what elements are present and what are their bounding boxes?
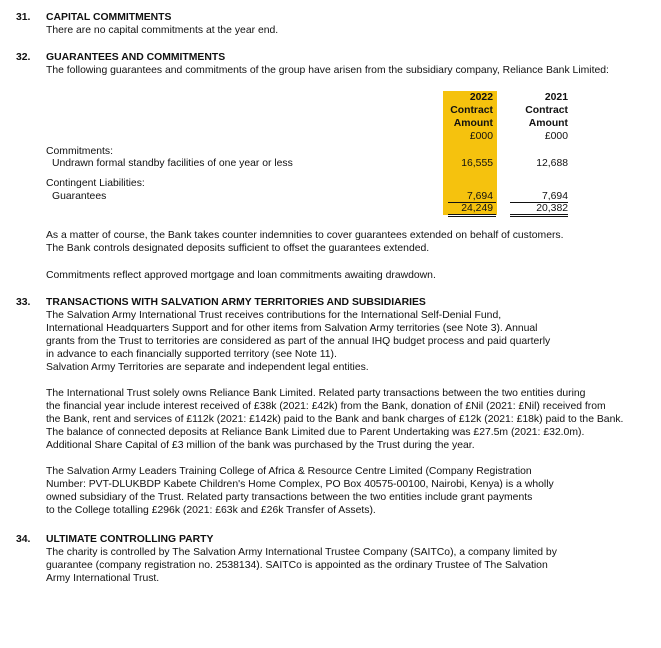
guarantees-2022: 7,694 [466, 191, 493, 202]
text-line: Salvation Army Territories are separate and independent legal entities. [46, 362, 369, 373]
section-34-paragraph [46, 546, 656, 585]
text-line: owned subsidiary of the Trust. Related party transactions between the two entities include grant payments [46, 492, 533, 503]
section-33-title: TRANSACTIONS WITH SALVATION ARMY TERRITORIES AND SUBSIDIARIES [46, 297, 426, 308]
text-line: Army International Trust. [46, 573, 160, 584]
text-line: grants from the Trust to territories are considered as part of the annual IHQ budget process and paid quarterly [46, 336, 551, 347]
text-line: The International Trust solely owns Reliance Bank Limited. Related party transactions between the two entities during [46, 388, 586, 399]
text-line: International Headquarters Support and for other items from Salvation Army territories (see Note 3). Annual [46, 323, 538, 334]
col-2022-amount: Amount [453, 118, 493, 129]
text-line: Number: PVT-DLUKBDP Kabete Children's Home Complex, PO Box 40575-00100, Nairobi, Kenya) is a wholly [46, 479, 554, 490]
section-32-note [46, 229, 656, 255]
total-2022: 24,249 [461, 203, 493, 214]
text-line: the financial year include interest received of £38k (2021: £42k) from the Bank, donation of £Nil (2021: £Nil) received from [46, 401, 606, 412]
undrawn-label: Undrawn formal standby facilities of one year or less [52, 158, 293, 169]
contingent-label: Contingent Liabilities: [46, 178, 145, 189]
text-line: the Bank, rent and services of £112k (2021: £142k) paid to the Bank and bank charges of £12k (2021: £18k) paid to the Bank. [46, 414, 624, 425]
total-2021: 20,382 [536, 203, 568, 214]
undrawn-2022: 16,555 [461, 158, 493, 169]
section-31-text: There are no capital commitments at the year end. [46, 25, 279, 36]
text-line: Additional Share Capital of £3 million of the bank was purchased by the Trust during the year. [46, 440, 475, 451]
guarantees-2021: 7,694 [541, 191, 568, 202]
text-line: The Salvation Army International Trust receives contributions for the International Self-Denial Fund, [46, 310, 502, 321]
note-line: As a matter of course, the Bank takes counter indemnities to cover guarantees extended on behalf of customers. [46, 230, 564, 241]
text-line: The Salvation Army Leaders Training College of Africa & Resource Centre Limited (Company Registration [46, 466, 532, 477]
section-33-number: 33. [16, 297, 31, 308]
note-line: The Bank controls designated deposits sufficient to offset the guarantees extended. [46, 243, 430, 254]
section-33-paragraph-3 [46, 465, 656, 517]
section-34-title: ULTIMATE CONTROLLING PARTY [46, 534, 214, 545]
section-33-paragraph-2 [46, 387, 656, 452]
commitments-label: Commitments: [46, 146, 113, 157]
rule-2021-total-a [510, 214, 568, 215]
section-32-title: GUARANTEES AND COMMITMENTS [46, 52, 226, 63]
col-2021-amount: Amount [528, 118, 568, 129]
section-31-number: 31. [16, 12, 31, 23]
rule-2022-total-b [448, 216, 496, 217]
col-2022-unit: £000 [469, 131, 493, 142]
col-2021-year: 2021 [544, 92, 568, 103]
section-32-note2: Commitments reflect approved mortgage and loan commitments awaiting drawdown. [46, 270, 436, 281]
section-33-paragraph-1 [46, 309, 656, 374]
text-line: The charity is controlled by The Salvation Army International Trustee Company (SAITCo), a company limited by [46, 547, 557, 558]
guarantees-label: Guarantees [52, 191, 107, 202]
section-32-intro: The following guarantees and commitments of the group have arisen from the subsidiary company, Reliance Bank Limited: [46, 65, 609, 76]
col-2021-unit: £000 [544, 131, 568, 142]
undrawn-2021: 12,688 [536, 158, 568, 169]
section-34-number: 34. [16, 534, 31, 545]
text-line: guarantee (company registration no. 2538134). SAITCo is appointed as the ordinary Trustee of The Salvation [46, 560, 548, 571]
text-line: The balance of connected deposits at Reliance Bank Limited due to Parent Undertaking was £27.5m (2021: £32.0m). [46, 427, 585, 438]
col-2022-year: 2022 [469, 92, 493, 103]
section-31-title: CAPITAL COMMITMENTS [46, 12, 172, 23]
col-2022-contract: Contract [450, 105, 493, 116]
rule-2021-total-b [510, 216, 568, 217]
section-32-number: 32. [16, 52, 31, 63]
col-2021-contract: Contract [525, 105, 568, 116]
text-line: in advance to each financially supported territory (see Note 11). [46, 349, 337, 360]
rule-2022-total-a [448, 214, 496, 215]
text-line: to the College totalling £296k (2021: £63k and £26k Transfer of Assets). [46, 505, 376, 516]
